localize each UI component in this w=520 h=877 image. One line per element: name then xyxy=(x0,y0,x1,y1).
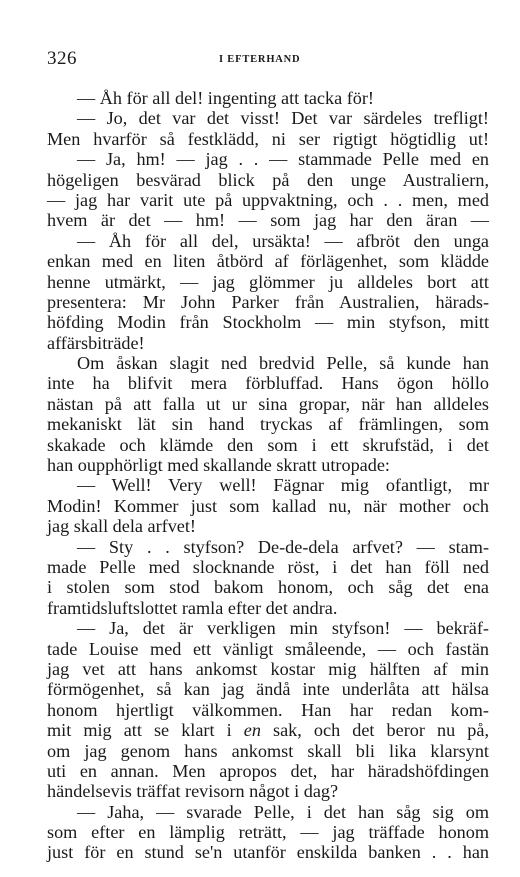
text-line: högeligen besvärad blick på den unge Australiern, xyxy=(47,169,489,190)
emphasized-word: en xyxy=(243,720,261,741)
text-line: — Åh för all del! ingenting att tacka för! xyxy=(77,88,374,108)
text-line: i stolen som stod bakom honom, och såg det ena xyxy=(47,577,489,598)
text-line: Modin! Kommer just som kallad nu, när mother och xyxy=(47,495,489,516)
text-line: tade Louise med ett vänligt småleende, — och fastän xyxy=(47,638,489,659)
text-line: mit mig att se klart i en sak, och det beror nu på, xyxy=(47,720,489,741)
text-line: henne utmärkt, — jag glömmer ju alldeles bort att xyxy=(47,271,489,292)
text-line: honom hjertligt välkommen. Han har redan kom- xyxy=(47,699,489,720)
text-line: han oupphörligt med skallande skratt utropade: xyxy=(47,455,390,476)
text-line: mekaniskt lät sin hand tryckas af främlingen, som xyxy=(47,414,489,435)
text-line: Men hvarför så festklädd, ni ser rigtigt högtidlig ut! xyxy=(47,128,489,149)
text-line: — Jo, det var det visst! Det var särdeles trefligt! xyxy=(77,108,489,129)
text-line: affärsbiträde! xyxy=(47,332,145,353)
text-line: framtidsluftslottet ramla efter det andra. xyxy=(47,597,338,618)
text-line: händelsevis träffat revisorn något i dag? xyxy=(47,781,339,802)
text-line: — Jaha, — svarade Pelle, i det han såg sig om xyxy=(77,801,489,822)
text-line: enkan med en liten åtbörd af förlägenhet, som klädde xyxy=(47,251,489,272)
text-line: jag skall dela arfvet! xyxy=(47,516,196,537)
text-line: Om åskan slagit ned bredvid Pelle, så kunde han xyxy=(77,353,489,374)
page-number: 326 xyxy=(47,48,77,69)
text-line: just för en stund se'n utanför enskilda banken . . han xyxy=(47,842,489,863)
text-line: höfding Modin från Stockholm — min styfson, mitt xyxy=(47,312,489,333)
text-line: nästan på att falla ut ur sina gropar, när han alldeles xyxy=(47,393,489,414)
text-line: uti en annan. Men apropos det, har häradshöfdingen xyxy=(47,760,489,781)
body-text xyxy=(47,88,489,863)
text-line: inte ha blifvit mera förbluffad. Hans ögon höllo xyxy=(47,373,489,394)
text-line: om jag genom hans ankomst skall bli lika klarsynt xyxy=(47,740,489,761)
text-line: som efter en lämplig reträtt, — jag träffade honom xyxy=(47,822,489,843)
running-head xyxy=(47,48,489,74)
text-line: — Ja, hm! — jag . . — stammade Pelle med en xyxy=(77,149,489,170)
text-line: — Ja, det är verkligen min styfson! — bekräf- xyxy=(77,618,489,639)
text-line: jag vet att hans ankomst kostar mig hälften af min xyxy=(47,658,489,679)
text-line: hvem är det — hm! — som jag har den äran — xyxy=(47,210,489,231)
text-line: — Well! Very well! Fägnar mig ofantligt, mr xyxy=(77,475,489,496)
text-line: skakade och klämde den som i ett skrufstäd, i det xyxy=(47,434,489,455)
book-page xyxy=(47,48,489,863)
text-line: — jag har varit ute på uppvaktning, och . . men, med xyxy=(47,189,489,210)
running-title: I EFTERHAND xyxy=(219,54,301,65)
text-line: made Pelle med slocknande röst, i det han föll ned xyxy=(47,556,489,577)
text-line: förmögenhet, så kan jag ändå inte underlåta att hälsa xyxy=(47,679,489,700)
text-line: — Åh för all del, ursäkta! — afbröt den unga xyxy=(77,230,489,251)
text-line: presentera: Mr John Parker från Australien, härads- xyxy=(47,291,489,312)
text-line: — Sty . . styfson? De-de-dela arfvet? — stam- xyxy=(77,536,489,557)
